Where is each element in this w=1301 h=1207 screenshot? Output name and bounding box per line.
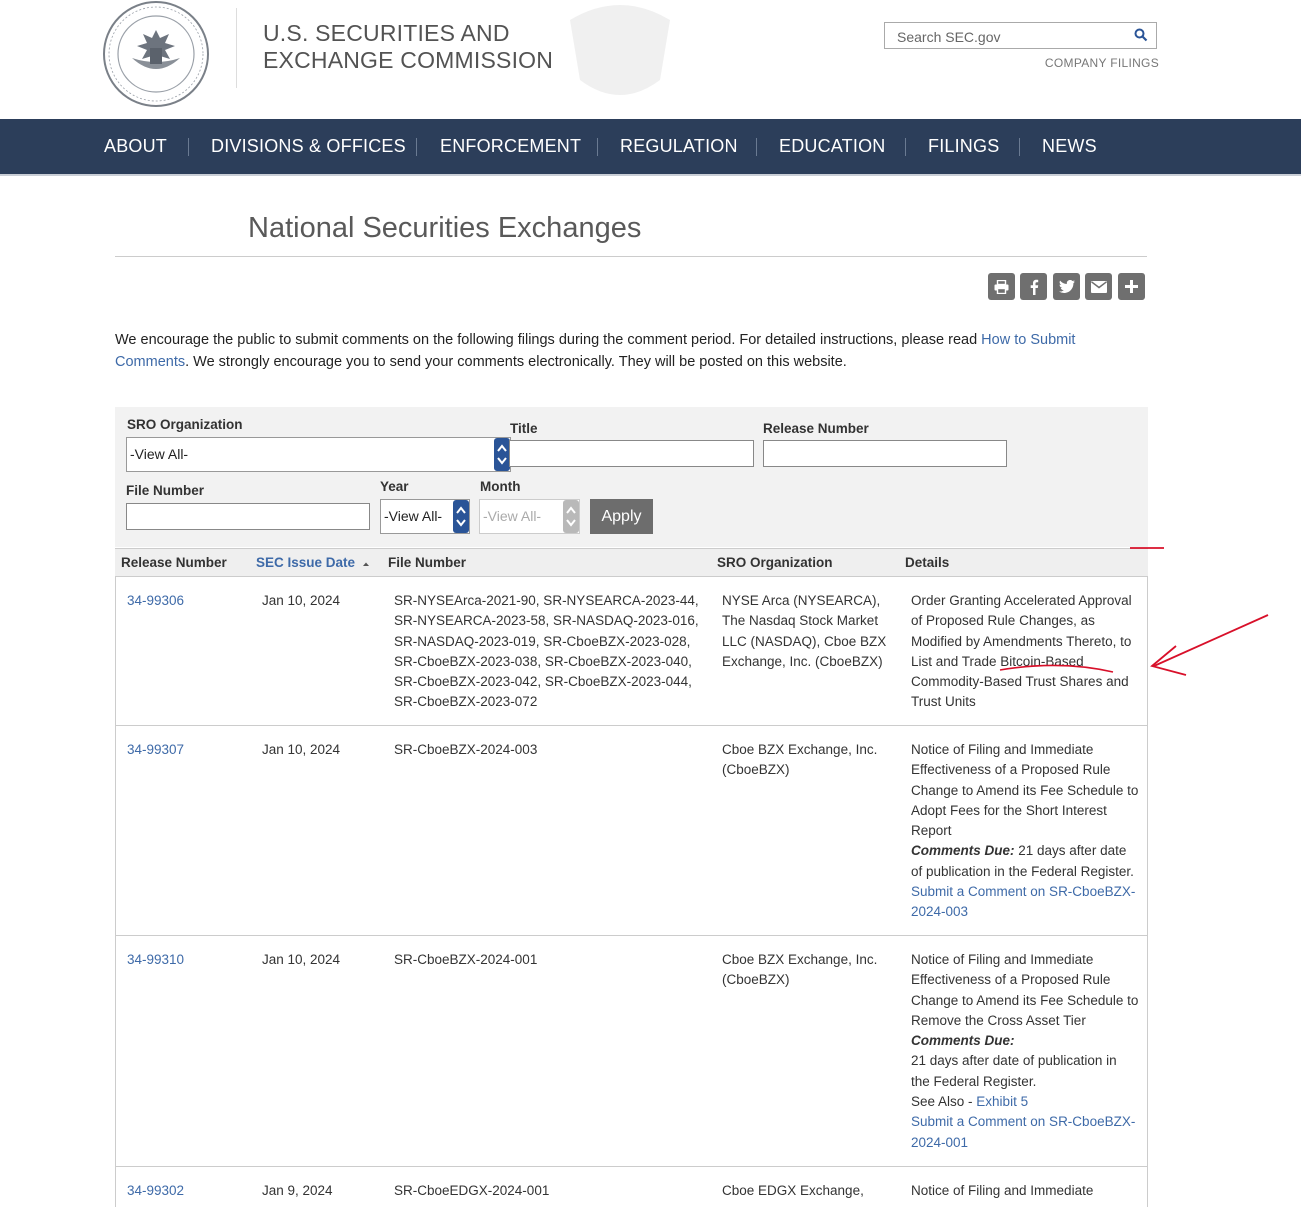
- submit-comment-link[interactable]: Submit a Comment on SR-CboeBZX-2024-001: [911, 1114, 1136, 1150]
- nav-separator: [416, 138, 417, 156]
- issue-date: Jan 10, 2024: [262, 952, 341, 967]
- title-divider: [115, 256, 1147, 257]
- see-also-label: See Also -: [911, 1094, 977, 1110]
- filings-table: [115, 577, 1148, 1207]
- site-header: [0, 0, 1301, 119]
- nav-news[interactable]: NEWS: [1042, 136, 1097, 156]
- table-row: [116, 577, 1147, 726]
- comments-due: [911, 841, 1139, 882]
- sro-organization: Cboe BZX Exchange, Inc. (CboeBZX): [722, 952, 878, 988]
- annotation-arrow-shaft: [1154, 615, 1268, 666]
- comments-due-label: Comments Due:: [911, 843, 1015, 859]
- column-sec-issue-date[interactable]: [256, 555, 370, 570]
- month-select-value: -View All-: [483, 508, 542, 524]
- issue-date: Jan 10, 2024: [262, 593, 341, 608]
- annotation-arrow-head: [1152, 646, 1186, 675]
- email-share-button[interactable]: [1085, 273, 1112, 300]
- file-numbers: SR-CboeEDGX-2024-001: [394, 1183, 550, 1198]
- company-filings-link[interactable]: COMPANY FILINGS: [1044, 56, 1159, 70]
- search-box: [884, 22, 1157, 49]
- print-icon: [994, 280, 1009, 294]
- details-link[interactable]: Notice of Filing and Immediate: [911, 1183, 1094, 1198]
- release-number-link[interactable]: 34-99306: [127, 593, 185, 608]
- sro-filter-label: SRO Organization: [127, 417, 243, 432]
- year-select-value: -View All-: [384, 508, 443, 524]
- nav-separator: [756, 138, 757, 156]
- select-spinner-icon: [563, 500, 579, 533]
- agency-line-1: U.S. SECURITIES AND: [263, 20, 510, 46]
- see-also: [911, 1092, 1139, 1112]
- issue-date: Jan 9, 2024: [262, 1183, 333, 1198]
- sec-seal-icon[interactable]: [100, 0, 212, 108]
- title-input[interactable]: [509, 440, 754, 467]
- nav-education[interactable]: EDUCATION: [779, 136, 886, 156]
- plus-icon: [1125, 280, 1138, 293]
- apply-button[interactable]: Apply: [590, 499, 653, 534]
- details-link[interactable]: Order Granting Accelerated Approval of Proposed Rule Changes, as Modified by Amendments Thereto, to List and Trade Bitcoin-Based Commodity-Based Trust Shares and Trust Units: [911, 593, 1132, 710]
- search-icon[interactable]: [1134, 28, 1148, 42]
- twitter-share-button[interactable]: [1053, 273, 1080, 300]
- nav-enforcement[interactable]: ENFORCEMENT: [440, 136, 582, 156]
- nav-about[interactable]: ABOUT: [104, 136, 168, 156]
- facebook-icon: [1029, 279, 1039, 295]
- intro-text-end: . We strongly encourage you to send your comments electronically. They will be posted on this website.: [185, 354, 847, 370]
- select-spinner-icon: [494, 438, 510, 471]
- print-button[interactable]: [988, 273, 1015, 300]
- column-details: Details: [905, 555, 950, 570]
- page-title: National Securities Exchanges: [248, 212, 642, 244]
- release-number-link[interactable]: 34-99307: [127, 742, 185, 757]
- file-numbers: SR-NYSEArca-2021-90, SR-NYSEARCA-2023-44, SR-NYSEARCA-2023-58, SR-NASDAQ-2023-016, SR-NASDAQ-2023-019, SR-CboeBZX-2023-028, SR-CboeBZX-2023-038, SR-CboeBZX-2023-040, SR-CboeBZX-2023-042, SR-CboeBZX-2023-044, SR-CboeBZX-2023-072: [394, 593, 699, 710]
- column-sro-organization[interactable]: SRO Organization: [717, 555, 833, 570]
- issue-date: Jan 10, 2024: [262, 742, 341, 757]
- nav-divisions-offices[interactable]: DIVISIONS & OFFICES: [211, 136, 406, 156]
- sro-organization: Cboe BZX Exchange, Inc. (CboeBZX): [722, 742, 878, 778]
- comments-due-text: 21 days after date of publication in the Federal Register.: [911, 1053, 1117, 1089]
- column-sec-issue-date-label: SEC Issue Date: [256, 555, 356, 570]
- agency-name[interactable]: [263, 20, 553, 74]
- more-share-button[interactable]: [1118, 273, 1145, 300]
- sro-select-value: -View All-: [130, 446, 189, 462]
- nav-separator: [188, 138, 189, 156]
- search-input[interactable]: [895, 28, 1129, 46]
- file-numbers: SR-CboeBZX-2024-001: [394, 952, 538, 967]
- comments-due-text: 21 days after date of publication in the Federal Register.: [911, 843, 1134, 879]
- table-header: [115, 548, 1148, 577]
- intro-paragraph: [115, 329, 1125, 373]
- submit-comment-link[interactable]: Submit a Comment on SR-CboeBZX-2024-003: [911, 884, 1136, 920]
- column-file-number[interactable]: File Number: [388, 555, 467, 570]
- nav-separator: [1019, 138, 1020, 156]
- how-to-submit-comments-link[interactable]: How to Submit Comments: [115, 332, 1076, 370]
- sro-organization: Cboe EDGX Exchange,: [722, 1183, 864, 1198]
- file-number-input[interactable]: [126, 503, 370, 530]
- comments-due-label: Comments Due:: [911, 1033, 1015, 1049]
- release-number-filter-label: Release Number: [763, 421, 869, 436]
- select-spinner-icon: [453, 500, 469, 533]
- nav-separator: [597, 138, 598, 156]
- release-number-link[interactable]: 34-99310: [127, 952, 185, 967]
- intro-text: We encourage the public to submit comments on the following filings during the comment period. For detailed instructions, please read: [115, 332, 982, 348]
- details-link[interactable]: Notice of Filing and Immediate Effectiveness of a Proposed Rule Change to Amend its Fee Schedule to Adopt Fees for the Short Interest Report: [911, 742, 1139, 839]
- nav-separator: [905, 138, 906, 156]
- nav-filings[interactable]: FILINGS: [928, 136, 1000, 156]
- table-row: [116, 726, 1147, 936]
- header-divider: [236, 8, 237, 88]
- exhibit-link[interactable]: Exhibit 5: [976, 1094, 1029, 1110]
- sort-ascending-icon: [362, 561, 370, 567]
- nav-regulation[interactable]: REGULATION: [620, 136, 738, 156]
- file-numbers: SR-CboeBZX-2024-003: [394, 742, 538, 757]
- filter-panel: [115, 407, 1148, 547]
- sro-select[interactable]: [126, 437, 511, 472]
- release-number-input[interactable]: [763, 440, 1007, 467]
- file-number-filter-label: File Number: [126, 483, 205, 498]
- details-cell: [911, 950, 1139, 1153]
- month-select[interactable]: [479, 499, 580, 534]
- email-icon: [1091, 281, 1107, 293]
- eagle-watermark-icon: [560, 0, 680, 115]
- main-nav: [0, 119, 1301, 176]
- agency-line-2: EXCHANGE COMMISSION: [263, 47, 554, 73]
- sro-organization: NYSE Arca (NYSEARCA), The Nasdaq Stock Market LLC (NASDAQ), Cboe BZX Exchange, Inc. (CboeBZX): [722, 593, 887, 669]
- details-link[interactable]: Notice of Filing and Immediate Effectiveness of a Proposed Rule Change to Amend its Fee Schedule to Remove the Cross Asset Tier: [911, 952, 1139, 1028]
- release-number-link[interactable]: 34-99302: [127, 1183, 185, 1198]
- facebook-share-button[interactable]: [1020, 273, 1047, 300]
- details-cell: [911, 740, 1139, 923]
- year-select[interactable]: [380, 499, 470, 534]
- month-filter-label: Month: [480, 479, 521, 494]
- table-row: [116, 936, 1147, 1167]
- title-filter-label: Title: [510, 421, 538, 436]
- year-filter-label: Year: [380, 479, 409, 494]
- twitter-icon: [1059, 280, 1075, 293]
- column-release-number[interactable]: Release Number: [121, 555, 227, 570]
- table-row: [116, 1167, 1147, 1207]
